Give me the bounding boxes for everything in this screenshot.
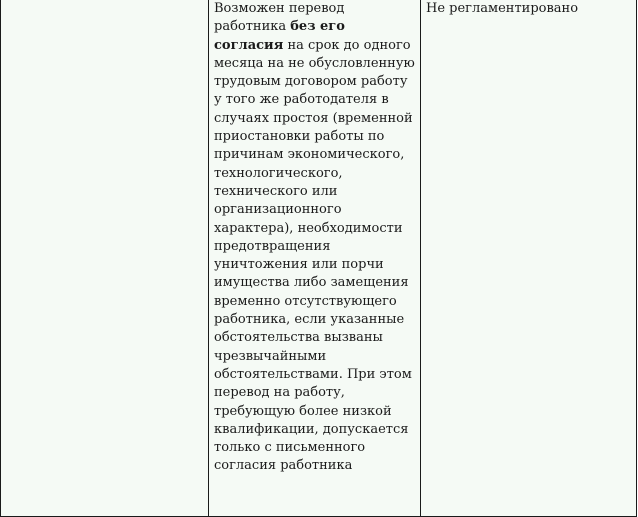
transfer-paragraph xyxy=(214,0,416,476)
table-row xyxy=(1,0,637,516)
not-regulated-text: Не регламентировано xyxy=(426,1,579,16)
transfer-text-bold: без его согласия xyxy=(214,19,345,53)
table-cell-transfer-conditions xyxy=(209,0,421,516)
table-cell-not-regulated xyxy=(421,0,637,516)
transfer-text-rest: на срок до одного месяца на не обусловленную трудовым договором работу у того же работодателя в случаях простоя (временной приостановки работы по причинам экономического, технологического, технического или организационного характера), необходимости предотвращения уничтожения или порчи имущества либо замещения временно отсутствующего работника, если указанные обстоятельства вызваны чрезвычайными обстоятельствами. При этом перевод на работу, требующую более низкой квалификации, допускается только с письменного согласия работника xyxy=(214,37,415,474)
table-cell-empty xyxy=(1,0,209,516)
transfer-text-start: Возможен перевод работника xyxy=(214,1,345,35)
